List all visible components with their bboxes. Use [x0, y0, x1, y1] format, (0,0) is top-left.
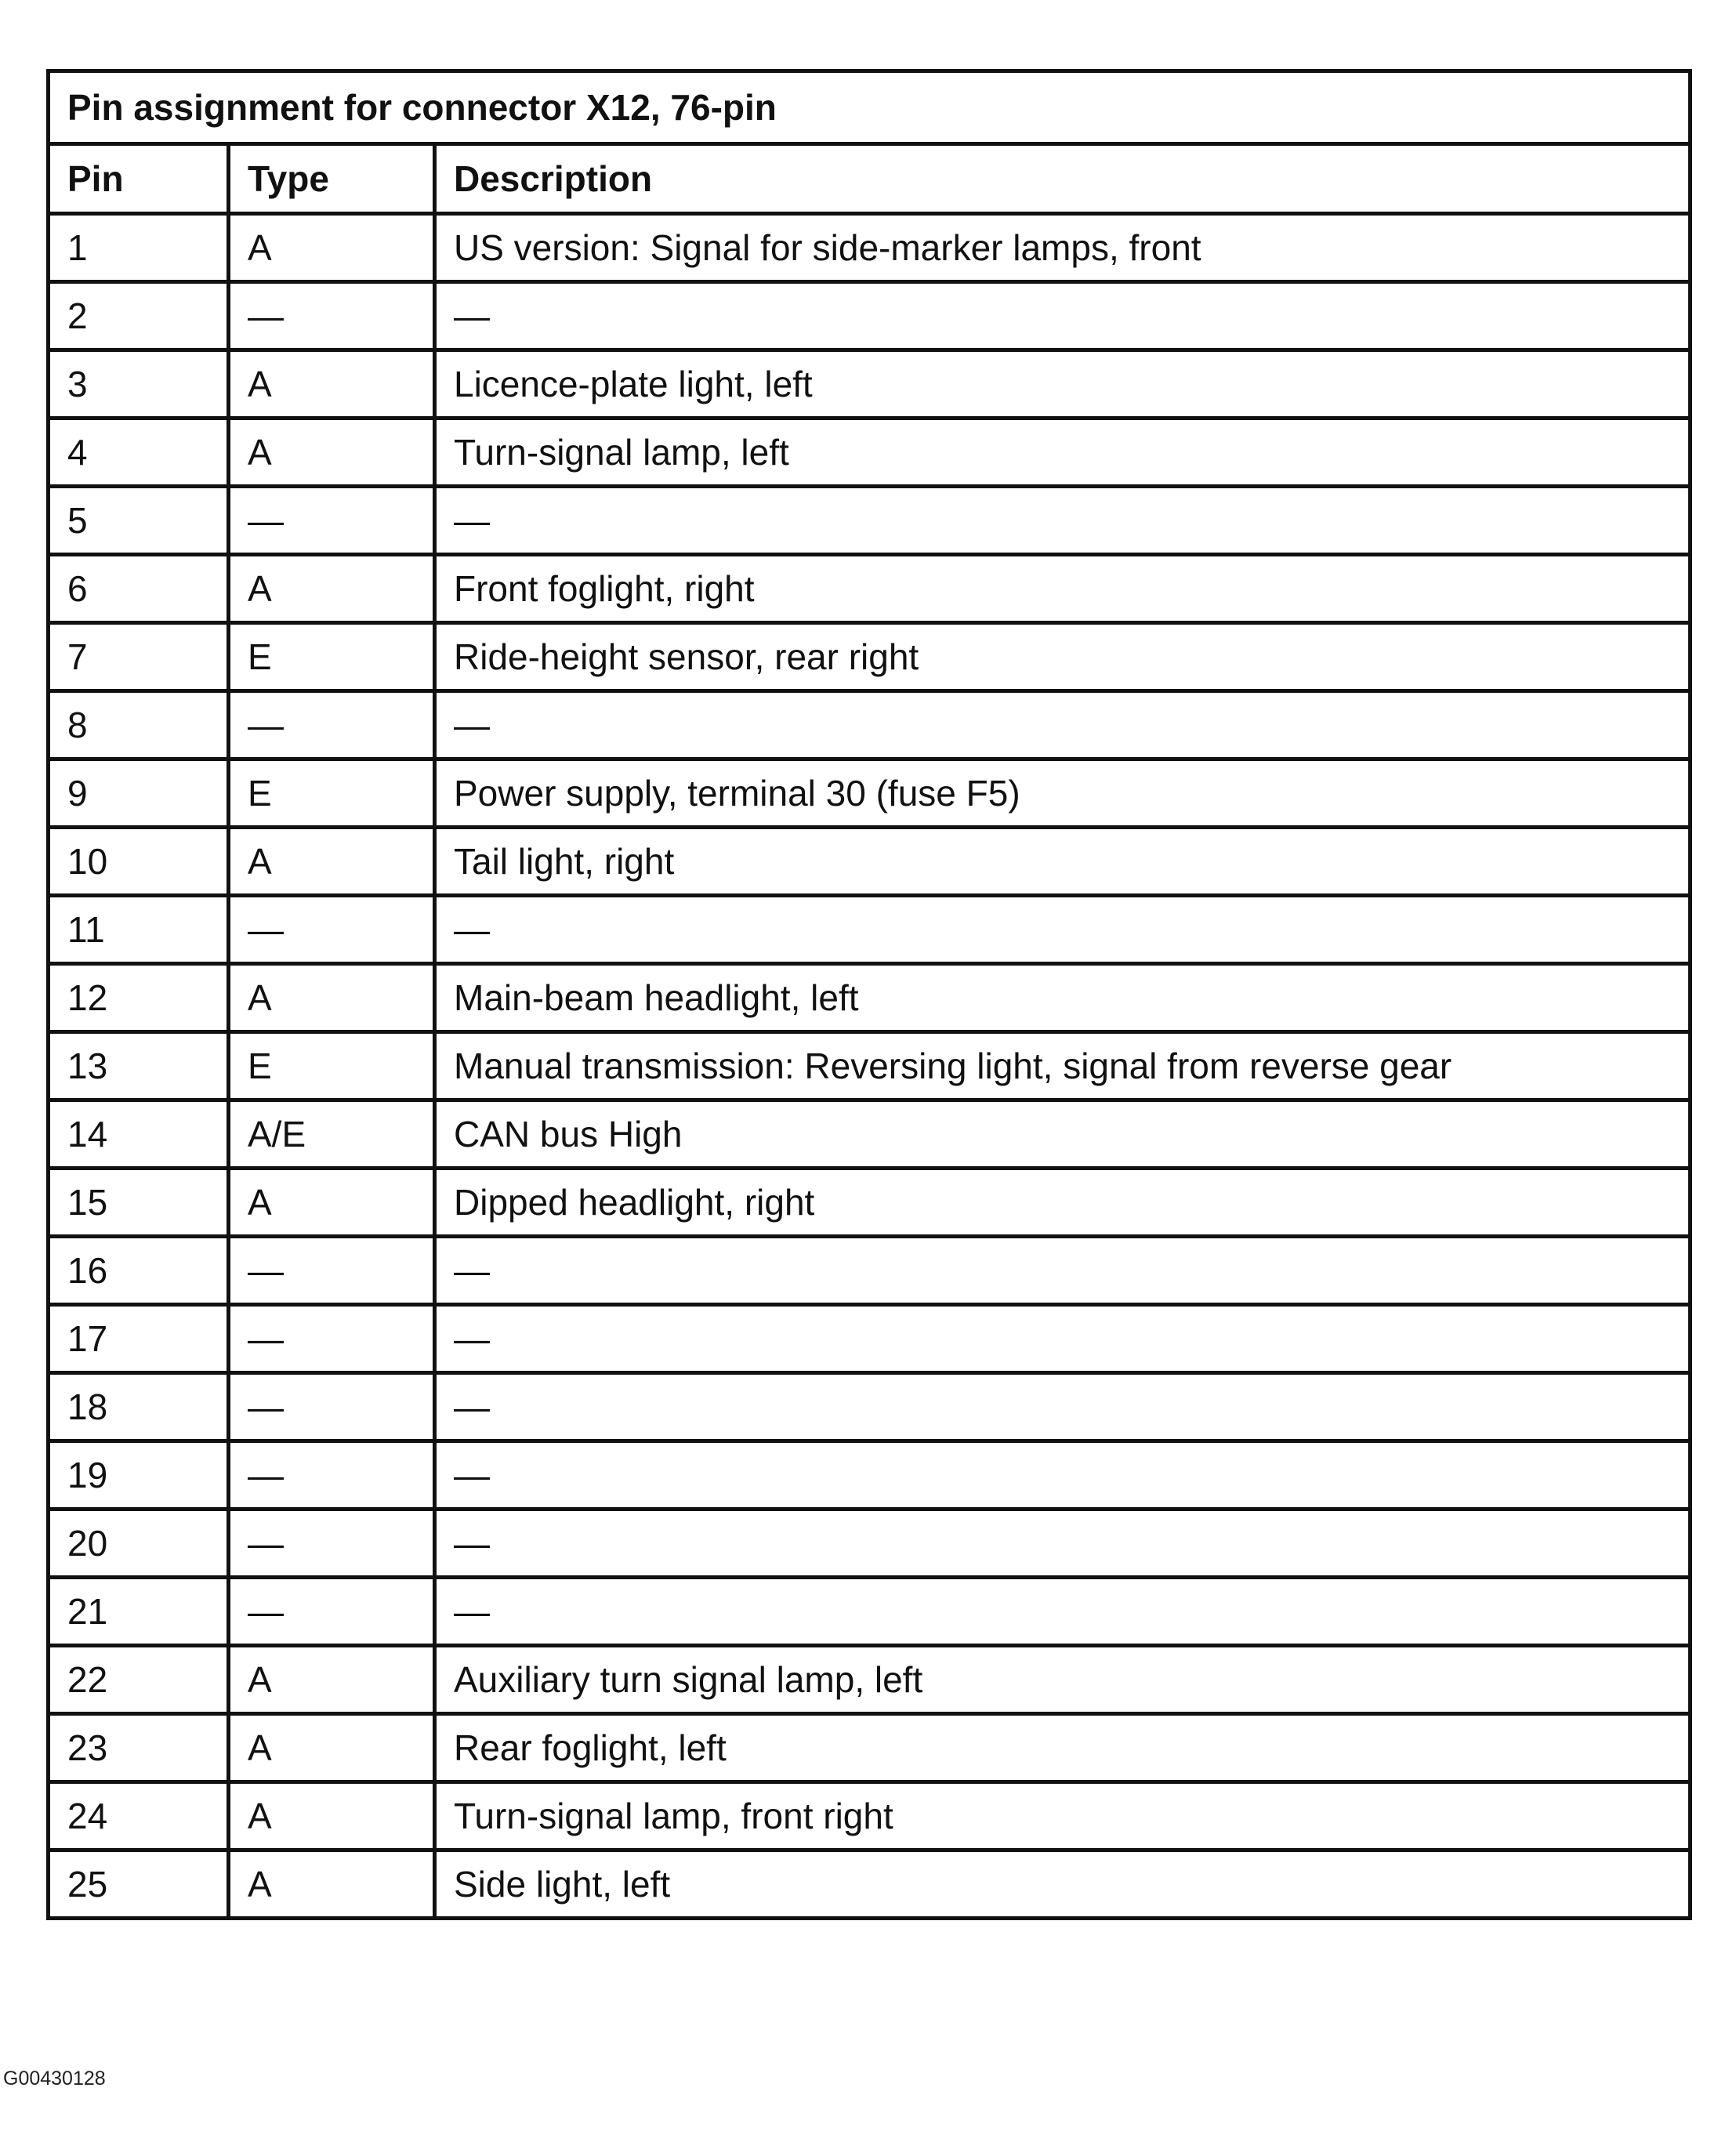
table-row	[49, 759, 1691, 828]
pin-cell: 12	[49, 964, 229, 1032]
pin-cell: 13	[49, 1032, 229, 1100]
table-title-row	[49, 71, 1691, 144]
description-cell: —	[435, 1578, 1691, 1646]
header-description: Description	[435, 144, 1691, 214]
description-cell: —	[435, 1305, 1691, 1373]
table-row	[49, 828, 1691, 896]
figure-id: G00430128	[3, 2068, 106, 2089]
type-cell: —	[229, 1578, 435, 1646]
table-row	[49, 1510, 1691, 1578]
description-cell: —	[435, 691, 1691, 759]
table-row	[49, 419, 1691, 487]
type-cell: A	[229, 828, 435, 896]
type-cell: A	[229, 1714, 435, 1782]
description-cell: —	[435, 1373, 1691, 1441]
pin-cell: 7	[49, 623, 229, 691]
pin-cell: 3	[49, 350, 229, 419]
description-cell: —	[435, 487, 1691, 555]
type-cell: —	[229, 1510, 435, 1578]
description-cell: —	[435, 1237, 1691, 1305]
pin-cell: 16	[49, 1237, 229, 1305]
pin-cell: 18	[49, 1373, 229, 1441]
table-row	[49, 1714, 1691, 1782]
description-cell: Rear foglight, left	[435, 1714, 1691, 1782]
type-cell: —	[229, 282, 435, 350]
description-cell: CAN bus High	[435, 1100, 1691, 1169]
pin-cell: 24	[49, 1782, 229, 1850]
table-header-row	[49, 144, 1691, 214]
description-cell: Turn-signal lamp, front right	[435, 1782, 1691, 1850]
type-cell: —	[229, 1305, 435, 1373]
table-row	[49, 1441, 1691, 1510]
table-row	[49, 487, 1691, 555]
type-cell: A	[229, 1646, 435, 1714]
type-cell: E	[229, 1032, 435, 1100]
pin-cell: 14	[49, 1100, 229, 1169]
pin-cell: 9	[49, 759, 229, 828]
type-cell: A/E	[229, 1100, 435, 1169]
description-cell: Power supply, terminal 30 (fuse F5)	[435, 759, 1691, 828]
type-cell: —	[229, 1373, 435, 1441]
pin-cell: 4	[49, 419, 229, 487]
description-cell: —	[435, 896, 1691, 964]
header-pin: Pin	[49, 144, 229, 214]
pin-cell: 8	[49, 691, 229, 759]
table-row	[49, 1782, 1691, 1850]
description-cell: Side light, left	[435, 1850, 1691, 1919]
description-cell: US version: Signal for side-marker lamps, front	[435, 214, 1691, 282]
pin-cell: 25	[49, 1850, 229, 1919]
table-row	[49, 896, 1691, 964]
type-cell: E	[229, 623, 435, 691]
description-cell: Dipped headlight, right	[435, 1169, 1691, 1237]
table-row	[49, 282, 1691, 350]
description-cell: Licence-plate light, left	[435, 350, 1691, 419]
table-row	[49, 350, 1691, 419]
description-cell: Front foglight, right	[435, 555, 1691, 623]
table-title: Pin assignment for connector X12, 76-pin	[49, 71, 1691, 144]
table-row	[49, 1169, 1691, 1237]
table-row	[49, 1646, 1691, 1714]
table-row	[49, 691, 1691, 759]
description-cell: Auxiliary turn signal lamp, left	[435, 1646, 1691, 1714]
table-row	[49, 1578, 1691, 1646]
table-row	[49, 1373, 1691, 1441]
table-row	[49, 1305, 1691, 1373]
header-type: Type	[229, 144, 435, 214]
type-cell: A	[229, 964, 435, 1032]
type-cell: A	[229, 1169, 435, 1237]
pin-assignment-table	[46, 69, 1692, 1920]
table-row	[49, 555, 1691, 623]
pin-cell: 6	[49, 555, 229, 623]
table-row	[49, 964, 1691, 1032]
type-cell: A	[229, 350, 435, 419]
type-cell: A	[229, 555, 435, 623]
description-cell: Tail light, right	[435, 828, 1691, 896]
pin-cell: 10	[49, 828, 229, 896]
table-row	[49, 1850, 1691, 1919]
type-cell: E	[229, 759, 435, 828]
pin-cell: 21	[49, 1578, 229, 1646]
description-cell: Manual transmission: Reversing light, signal from reverse gear	[435, 1032, 1691, 1100]
pin-cell: 20	[49, 1510, 229, 1578]
table-row	[49, 1032, 1691, 1100]
type-cell: A	[229, 1850, 435, 1919]
type-cell: A	[229, 214, 435, 282]
pin-cell: 22	[49, 1646, 229, 1714]
description-cell: —	[435, 1510, 1691, 1578]
pin-cell: 1	[49, 214, 229, 282]
description-cell: Ride-height sensor, rear right	[435, 623, 1691, 691]
description-cell: Turn-signal lamp, left	[435, 419, 1691, 487]
description-cell: Main-beam headlight, left	[435, 964, 1691, 1032]
pin-cell: 17	[49, 1305, 229, 1373]
pin-cell: 2	[49, 282, 229, 350]
table-body	[49, 214, 1691, 1919]
type-cell: —	[229, 1237, 435, 1305]
type-cell: —	[229, 691, 435, 759]
table-row	[49, 1100, 1691, 1169]
type-cell: —	[229, 487, 435, 555]
type-cell: —	[229, 896, 435, 964]
description-cell: —	[435, 282, 1691, 350]
type-cell: A	[229, 1782, 435, 1850]
pin-cell: 15	[49, 1169, 229, 1237]
description-cell: —	[435, 1441, 1691, 1510]
pin-cell: 19	[49, 1441, 229, 1510]
pin-cell: 5	[49, 487, 229, 555]
table-row	[49, 1237, 1691, 1305]
type-cell: —	[229, 1441, 435, 1510]
type-cell: A	[229, 419, 435, 487]
pin-cell: 23	[49, 1714, 229, 1782]
table-row	[49, 214, 1691, 282]
table-row	[49, 623, 1691, 691]
pin-cell: 11	[49, 896, 229, 964]
